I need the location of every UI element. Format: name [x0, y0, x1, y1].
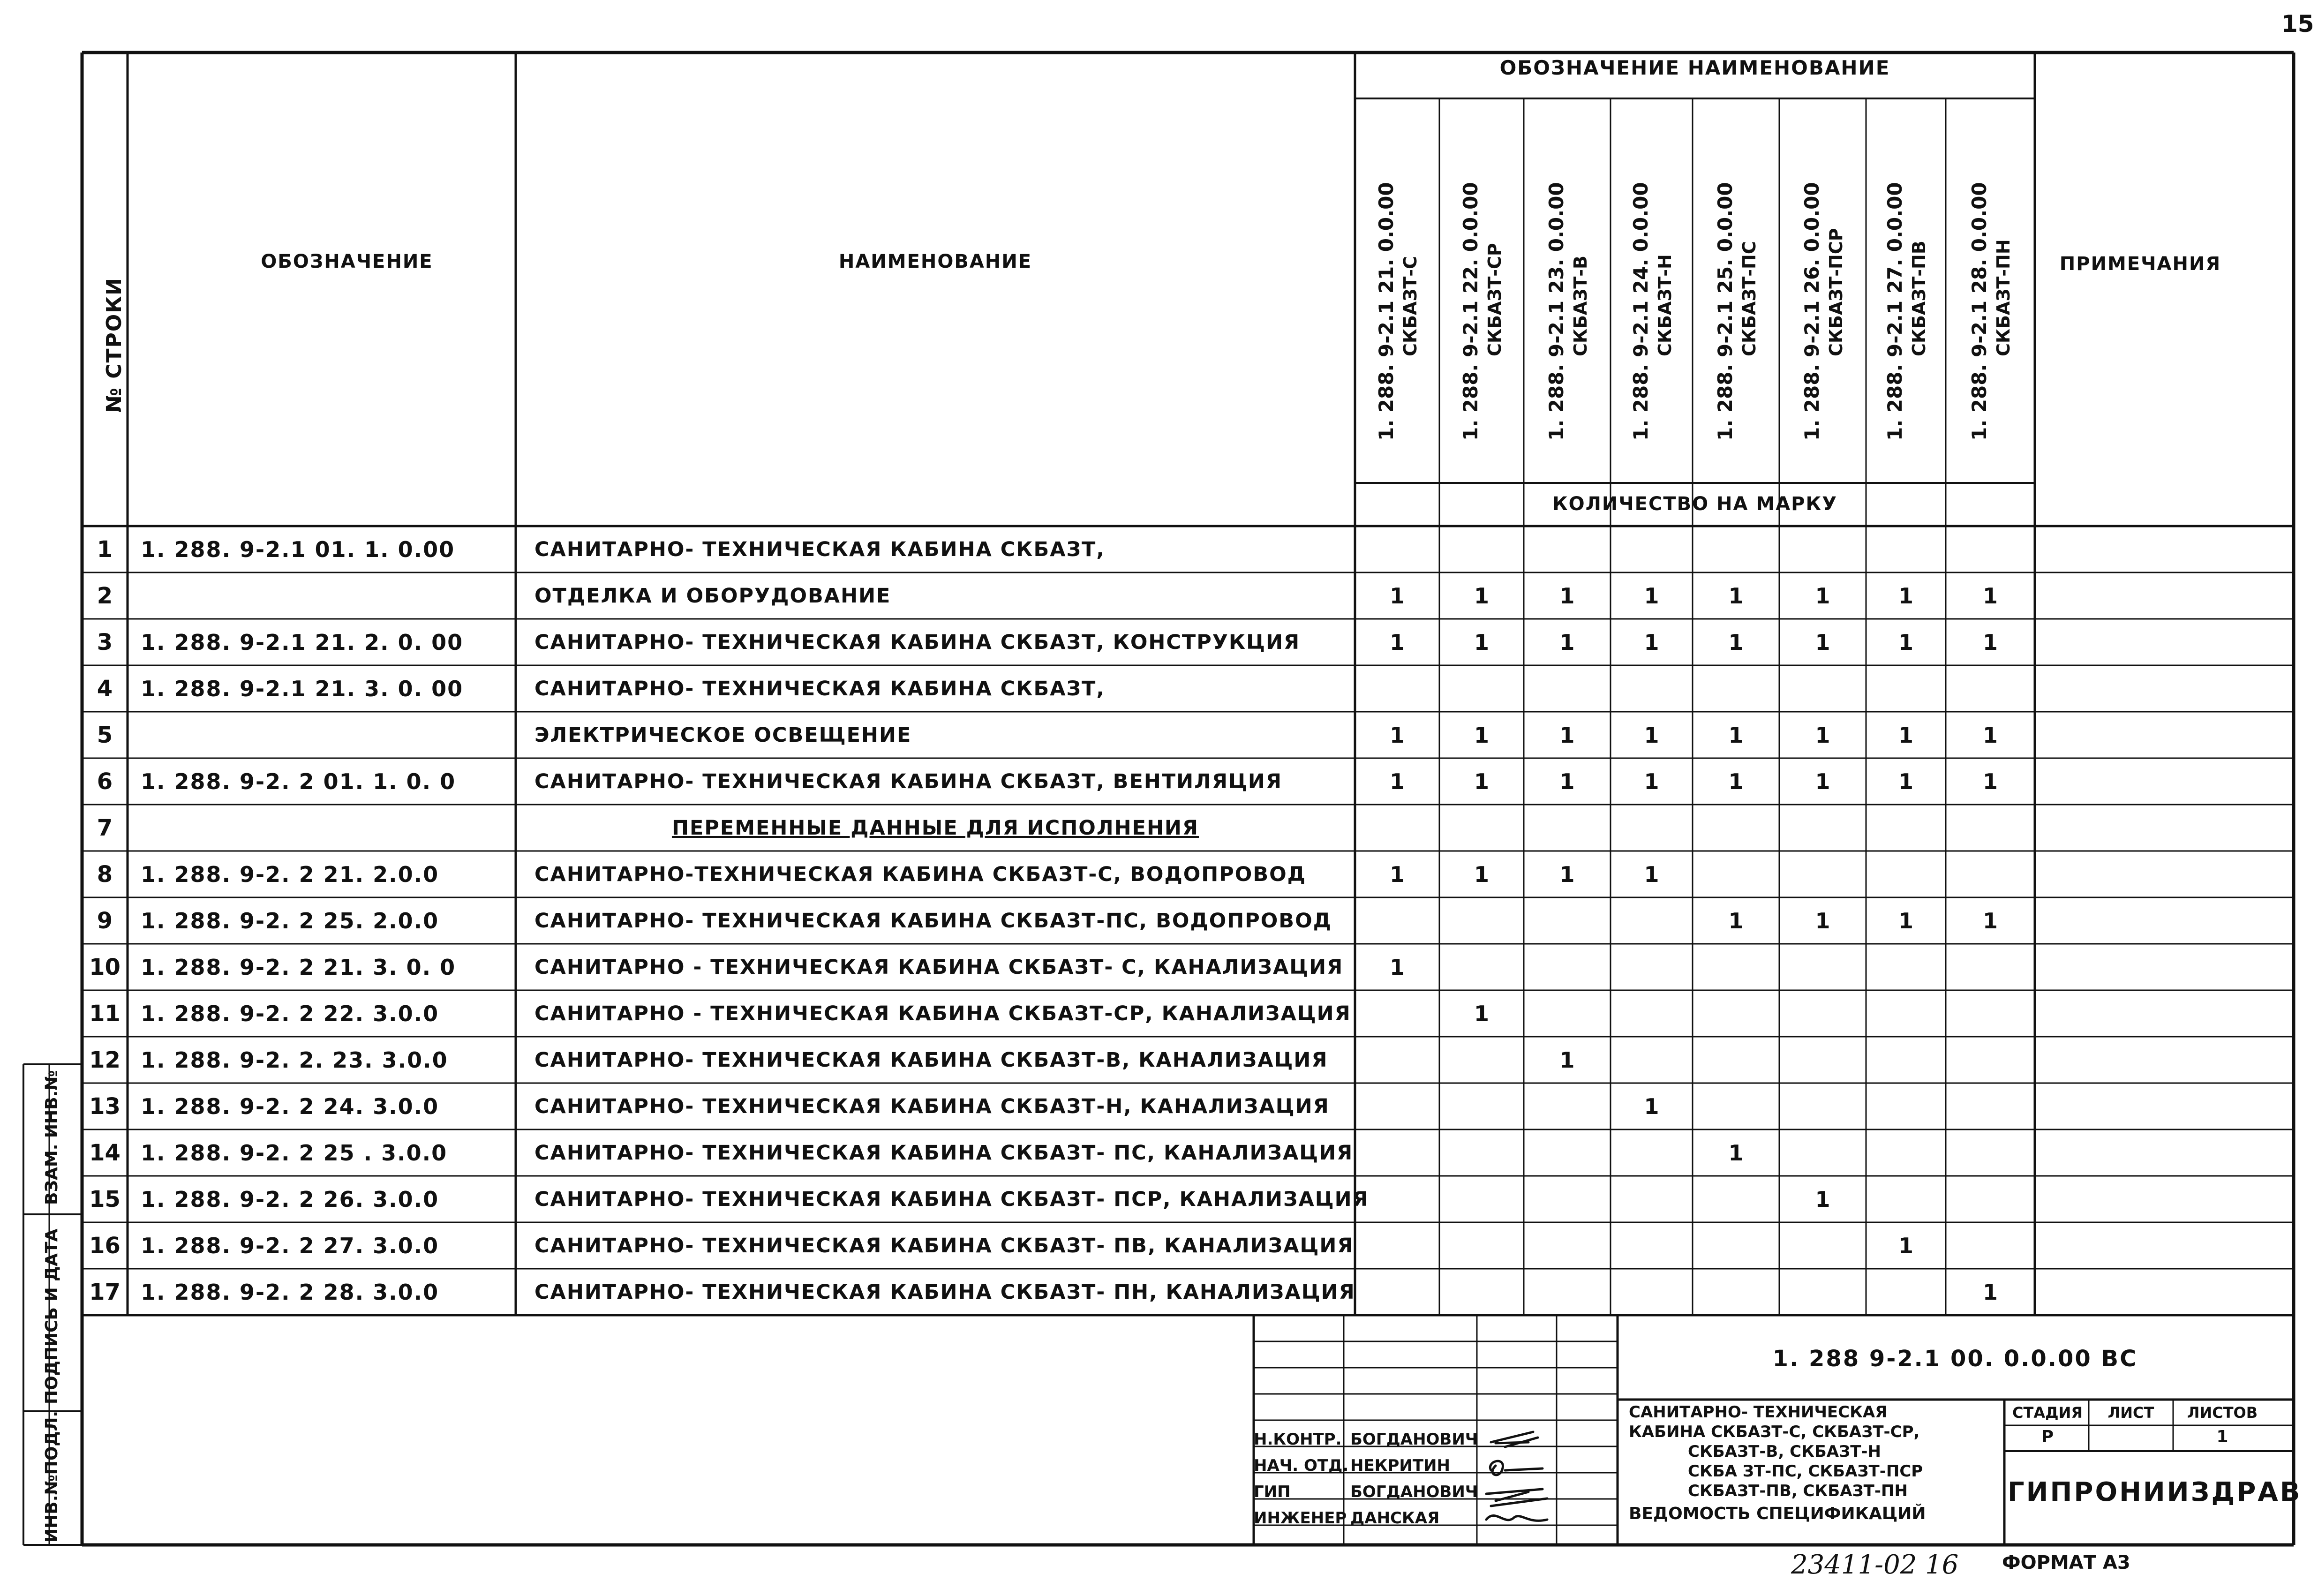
row-number: 7: [97, 814, 113, 841]
row-quantity: [1693, 665, 1779, 712]
row-quantity: 1: [1815, 768, 1830, 794]
row-quantity: [1779, 1037, 1866, 1083]
row-quantity: [1524, 1129, 1611, 1176]
row-quantity: 1: [1898, 629, 1913, 655]
row-quantity: 1: [1559, 768, 1575, 794]
row-quantity: [1439, 805, 1524, 851]
row-number: 2: [97, 582, 113, 609]
row-name: САНИТАРНО- ТЕХНИЧЕСКАЯ КАБИНА СКБАЗТ- ПН, КАНАЛИЗАЦИЯ: [534, 1280, 1355, 1304]
person-gip: БОГДАНОВИЧ: [1350, 1483, 1478, 1501]
signatures-image: [1477, 1423, 1557, 1531]
inv-orig-label: ИНВ.№ПОДЛ.: [42, 1410, 61, 1543]
row-quantity: [1355, 1176, 1439, 1222]
mark-designation: 1. 288. 9-2.1 25. 0.0.00: [1713, 182, 1737, 441]
row-quantity: [1355, 897, 1439, 944]
row-number: 17: [89, 1279, 120, 1305]
row-quantity: [1355, 1222, 1439, 1269]
row-quantity: [1355, 1037, 1439, 1083]
row-number: 4: [97, 675, 113, 702]
row-quantity: [1693, 1037, 1779, 1083]
row-quantity: [1611, 1222, 1693, 1269]
row-quantity: [1693, 1222, 1779, 1269]
row-quantity: [1693, 1083, 1779, 1129]
row-quantity: [1524, 665, 1611, 712]
row-quantity: 1: [1815, 722, 1830, 748]
row-quantity: [1779, 665, 1866, 712]
sign-date-label: ПОДПИСЬ И ДАТА: [42, 1228, 61, 1404]
row-designation: [128, 572, 516, 619]
row-number: 1: [97, 536, 113, 563]
archive-number: 23411-02 16: [1791, 1550, 1959, 1580]
row-quantity: [1355, 1129, 1439, 1176]
row-designation: 1. 288. 9-2. 2 22. 3.0.0: [141, 1001, 439, 1026]
row-quantity: 1: [1559, 629, 1575, 655]
row-quantity: 1: [1644, 1093, 1659, 1119]
row-designation: 1. 288. 9-2. 2 25. 2.0.0: [141, 908, 439, 934]
description-line-5: СКБАЗТ-ПВ, СКБАЗТ-ПН: [1688, 1482, 1908, 1500]
row-number: 14: [89, 1139, 120, 1166]
row-designation: 1. 288. 9-2.1 01. 1. 0.00: [141, 536, 455, 562]
row-quantity: [1946, 1083, 2035, 1129]
row-quantity: [1611, 944, 1693, 990]
stage-value: Р: [2041, 1427, 2054, 1446]
row-quantity: [1611, 1269, 1693, 1315]
row-quantity: 1: [1644, 629, 1659, 655]
row-designation: 1. 288. 9-2. 2 26. 3.0.0: [141, 1186, 439, 1212]
signature-nach-otd: [1490, 1461, 1543, 1475]
row-quantity: [1693, 944, 1779, 990]
row-quantity: 1: [1898, 1233, 1913, 1258]
row-number: 15: [89, 1186, 120, 1212]
row-name: САНИТАРНО- ТЕХНИЧЕСКАЯ КАБИНА СКБАЗТ- ПВ, КАНАЛИЗАЦИЯ: [534, 1234, 1354, 1257]
row-quantity: [1866, 944, 1946, 990]
row-quantity: [1946, 944, 2035, 990]
row-quantity: 1: [1389, 722, 1405, 748]
row-quantity: [1693, 805, 1779, 851]
mark-name: СКБАЗТ-ПН: [1993, 239, 2014, 356]
row-quantity: [1524, 990, 1611, 1037]
row-quantity: 1: [1728, 583, 1744, 609]
row-name: ПЕРЕМЕННЫЕ ДАННЫЕ ДЛЯ ИСПОЛНЕНИЯ: [671, 816, 1199, 840]
row-quantity: [1866, 990, 1946, 1037]
row-quantity: [1524, 526, 1611, 572]
mark-designation: 1. 288. 9-2.1 24. 0.0.00: [1629, 182, 1652, 441]
row-quantity: [1946, 1129, 2035, 1176]
row-quantity: [1946, 1176, 2035, 1222]
row-number: 16: [89, 1232, 120, 1259]
row-quantity: [1946, 1222, 2035, 1269]
row-number: 12: [89, 1046, 120, 1073]
row-quantity: [1946, 1037, 2035, 1083]
description-line-3: СКБАЗТ-В, СКБАЗТ-Н: [1688, 1442, 1881, 1461]
row-quantity: [1524, 1083, 1611, 1129]
row-quantity: 1: [1982, 722, 1998, 748]
row-name: САНИТАРНО- ТЕХНИЧЕСКАЯ КАБИНА СКБАЗТ, ВЕНТИЛЯЦИЯ: [534, 769, 1282, 793]
row-quantity: [1439, 665, 1524, 712]
row-quantity: 1: [1728, 768, 1744, 794]
signature-n-kontr: [1491, 1432, 1538, 1447]
mark-name: СКБАЗТ-ПВ: [1909, 241, 1929, 356]
row-quantity: [1611, 1176, 1693, 1222]
row-designation: 1. 288. 9-2. 2 01. 1. 0. 0: [141, 768, 456, 794]
row-quantity: [1946, 665, 2035, 712]
mark-designation: 1. 288. 9-2.1 21. 0.0.00: [1375, 182, 1398, 441]
row-quantity: [1439, 1083, 1524, 1129]
row-name: САНИТАРНО- ТЕХНИЧЕСКАЯ КАБИНА СКБАЗТ, КОНСТРУКЦИЯ: [534, 630, 1301, 654]
row-quantity: [1693, 1176, 1779, 1222]
row-quantity: [1866, 1037, 1946, 1083]
row-quantity: 1: [1982, 583, 1998, 609]
description-line-6: ВЕДОМОСТЬ СПЕЦИФИКАЦИЙ: [1629, 1504, 1926, 1523]
row-quantity: 1: [1728, 629, 1744, 655]
mark-name: СКБАЗТ-С: [1400, 256, 1421, 356]
person-engineer: ДАНСКАЯ: [1350, 1509, 1440, 1528]
row-quantity: 1: [1728, 722, 1744, 748]
row-quantity: [1779, 526, 1866, 572]
row-quantity: [1611, 665, 1693, 712]
row-quantity: [1355, 1269, 1439, 1315]
row-quantity: [1524, 805, 1611, 851]
sheet-format: ФОРМАТ А3: [2002, 1552, 2130, 1573]
row-quantity: [1439, 1222, 1524, 1269]
row-designation: 1. 288. 9-2.1 21. 2. 0. 00: [141, 629, 464, 655]
row-quantity: [1524, 1269, 1611, 1315]
row-name: САНИТАРНО - ТЕХНИЧЕСКАЯ КАБИНА СКБАЗТ-СР, КАНАЛИЗАЦИЯ: [534, 1001, 1351, 1025]
role-engineer: ИНЖЕНЕР: [1254, 1509, 1347, 1528]
row-quantity: 1: [1644, 583, 1659, 609]
row-quantity: [1866, 1269, 1946, 1315]
row-quantity: 1: [1982, 629, 1998, 655]
row-quantity: 1: [1389, 629, 1405, 655]
row-designation: 1. 288. 9-2. 2. 23. 3.0.0: [141, 1047, 448, 1073]
row-quantity: [1439, 1037, 1524, 1083]
row-name: САНИТАРНО- ТЕХНИЧЕСКАЯ КАБИНА СКБАЗТ- ПС, КАНАЛИЗАЦИЯ: [534, 1141, 1354, 1165]
row-quantity: [1611, 526, 1693, 572]
row-quantity: [1611, 1129, 1693, 1176]
row-quantity: [1866, 1176, 1946, 1222]
row-name: САНИТАРНО- ТЕХНИЧЕСКАЯ КАБИНА СКБАЗТ-Н, КАНАЛИЗАЦИЯ: [534, 1094, 1330, 1118]
row-quantity: [1693, 526, 1779, 572]
row-designation: 1. 288. 9-2. 2 27. 3.0.0: [141, 1233, 439, 1258]
row-quantity: 1: [1898, 908, 1913, 934]
mark-designation: 1. 288. 9-2.1 27. 0.0.00: [1883, 182, 1906, 441]
row-quantity: 1: [1474, 722, 1489, 748]
row-name: САНИТАРНО - ТЕХНИЧЕСКАЯ КАБИНА СКБАЗТ- С, КАНАЛИЗАЦИЯ: [534, 955, 1344, 979]
row-quantity: [1355, 1083, 1439, 1129]
description-line-2: КАБИНА СКБАЗТ-С, СКБАЗТ-СР,: [1629, 1423, 1920, 1441]
quantity-per-mark-header: КОЛИЧЕСТВО НА МАРКУ: [1552, 493, 1838, 515]
row-quantity: 1: [1982, 908, 1998, 934]
row-quantity: 1: [1474, 583, 1489, 609]
person-n-kontr: БОГДАНОВИЧ: [1350, 1430, 1478, 1449]
organization-name: ГИПРОНИИЗДРАВ: [2008, 1477, 2302, 1507]
row-quantity: [1611, 805, 1693, 851]
mark-designation: 1. 288. 9-2.1 22. 0.0.00: [1459, 182, 1482, 441]
row-quantity: [1866, 1083, 1946, 1129]
row-quantity: [1439, 1269, 1524, 1315]
row-quantity: [1946, 851, 2035, 897]
mark-name: СКБАЗТ-ПСР: [1825, 228, 1846, 356]
row-quantity: [1355, 665, 1439, 712]
row-quantity: [1693, 851, 1779, 897]
row-designation: 1. 288. 9-2. 2 28. 3.0.0: [141, 1279, 439, 1305]
row-quantity: 1: [1559, 722, 1575, 748]
sheets-label: ЛИСТОВ: [2187, 1404, 2258, 1422]
row-quantity: [1693, 990, 1779, 1037]
row-quantity: 1: [1728, 1140, 1744, 1166]
row-quantity: 1: [1644, 861, 1659, 887]
row-number: 11: [89, 1000, 120, 1027]
row-number: 9: [97, 907, 113, 934]
row-quantity: [1866, 526, 1946, 572]
row-quantity: [1779, 944, 1866, 990]
row-quantity: 1: [1559, 583, 1575, 609]
person-nach-otd: НЕКРИТИН: [1350, 1456, 1450, 1475]
role-n-kontr: Н.КОНТР.: [1254, 1430, 1342, 1449]
row-quantity: 1: [1815, 1186, 1830, 1212]
row-quantity: [1866, 665, 1946, 712]
mark-designation: 1. 288. 9-2.1 26. 0.0.00: [1800, 182, 1823, 441]
row-designation: 1. 288. 9-2. 2 25 . 3.0.0: [141, 1140, 448, 1166]
row-quantity: [1439, 1129, 1524, 1176]
row-quantity: 1: [1474, 861, 1489, 887]
row-quantity: 1: [1815, 908, 1830, 934]
row-quantity: [1946, 990, 2035, 1037]
row-quantity: 1: [1474, 768, 1489, 794]
signature-gip: [1486, 1489, 1547, 1506]
name-header: НАИМЕНОВАНИЕ: [838, 251, 1032, 272]
row-quantity: [1779, 1269, 1866, 1315]
description-line-4: СКБА ЗТ-ПС, СКБАЗТ-ПСР: [1688, 1462, 1923, 1481]
description-line-1: САНИТАРНО- ТЕХНИЧЕСКАЯ: [1629, 1403, 1888, 1422]
designation-header: ОБОЗНАЧЕНИЕ: [261, 251, 433, 272]
sheets-value: 1: [2216, 1427, 2228, 1446]
row-quantity: 1: [1559, 1047, 1575, 1073]
mark-name: СКБАЗТ-ПС: [1738, 241, 1760, 356]
row-quantity: 1: [1474, 1001, 1489, 1026]
replace-inv-label: ВЗАМ. ИНВ.№: [42, 1070, 61, 1205]
row-quantity: [1439, 944, 1524, 990]
row-number: 10: [89, 954, 120, 980]
row-name: САНИТАРНО- ТЕХНИЧЕСКАЯ КАБИНА СКБАЗТ,: [534, 537, 1105, 561]
row-quantity: 1: [1898, 583, 1913, 609]
row-quantity: 1: [1644, 722, 1659, 748]
row-quantity: [1355, 990, 1439, 1037]
document-code: 1. 288 9-2.1 00. 0.0.00 ВС: [1772, 1346, 2138, 1372]
row-designation: 1. 288. 9-2.1 21. 3. 0. 00: [141, 676, 464, 701]
row-quantity: [1524, 897, 1611, 944]
row-quantity: [1524, 944, 1611, 990]
row-number: 3: [97, 629, 113, 655]
row-quantity: [1779, 1222, 1866, 1269]
row-quantity: 1: [1389, 861, 1405, 887]
sheet-label: ЛИСТ: [2107, 1404, 2154, 1422]
mark-designation: 1. 288. 9-2.1 28. 0.0.00: [1968, 182, 1991, 441]
row-quantity: [1866, 1129, 1946, 1176]
signature-engineer: [1486, 1515, 1547, 1521]
row-quantity: 1: [1982, 768, 1998, 794]
row-quantity: [1524, 1176, 1611, 1222]
row-quantity: [1866, 851, 1946, 897]
row-designation: 1. 288. 9-2. 2 21. 3. 0. 0: [141, 954, 456, 980]
row-quantity: 1: [1898, 768, 1913, 794]
mark-designation: 1. 288. 9-2.1 23. 0.0.00: [1544, 182, 1568, 441]
row-quantity: [1946, 526, 2035, 572]
row-number: 5: [97, 722, 113, 748]
row-designation: 1. 288. 9-2. 2 24. 3.0.0: [141, 1093, 439, 1119]
row-quantity: [1439, 897, 1524, 944]
row-quantity: 1: [1644, 768, 1659, 794]
row-quantity: [1611, 1037, 1693, 1083]
row-name: САНИТАРНО-ТЕХНИЧЕСКАЯ КАБИНА СКБАЗТ-С, ВОДОПРОВОД: [534, 862, 1306, 886]
notes-header: ПРИМЕЧАНИЯ: [2059, 253, 2221, 275]
page-number: 15: [2281, 10, 2314, 38]
row-name: САНИТАРНО- ТЕХНИЧЕСКАЯ КАБИНА СКБАЗТ-В, КАНАЛИЗАЦИЯ: [534, 1048, 1328, 1072]
row-quantity: [1779, 1129, 1866, 1176]
row-number: 13: [89, 1093, 120, 1120]
row-quantity: [1355, 805, 1439, 851]
row-quantity: [1693, 1269, 1779, 1315]
row-quantity: [1946, 805, 2035, 851]
row-designation: [128, 712, 516, 758]
role-gip: ГИП: [1254, 1483, 1291, 1501]
row-designation: [128, 805, 516, 851]
row-quantity: 1: [1389, 768, 1405, 794]
mark-name: СКБАЗТ-В: [1570, 256, 1591, 356]
row-quantity: 1: [1389, 954, 1405, 980]
row-quantity: [1779, 805, 1866, 851]
row-quantity: 1: [1982, 1279, 1998, 1305]
row-quantity: 1: [1815, 583, 1830, 609]
role-nach-otd: НАЧ. ОТД.: [1254, 1456, 1349, 1475]
marks-group-header: ОБОЗНАЧЕНИЕ НАИМЕНОВАНИЕ: [1499, 56, 1890, 79]
row-quantity: [1866, 805, 1946, 851]
row-number: 6: [97, 768, 113, 795]
row-name: ОТДЕЛКА И ОБОРУДОВАНИЕ: [534, 584, 891, 608]
stage-label: СТАДИЯ: [2012, 1404, 2083, 1422]
row-quantity: [1779, 1083, 1866, 1129]
row-quantity: 1: [1728, 908, 1744, 934]
row-quantity: 1: [1815, 629, 1830, 655]
row-number-header: № СТРОКИ: [102, 277, 126, 413]
row-quantity: [1611, 990, 1693, 1037]
row-quantity: [1611, 897, 1693, 944]
row-quantity: 1: [1559, 861, 1575, 887]
row-quantity: [1439, 526, 1524, 572]
row-quantity: [1439, 1176, 1524, 1222]
row-name: ЭЛЕКТРИЧЕСКОЕ ОСВЕЩЕНИЕ: [534, 723, 912, 747]
row-designation: 1. 288. 9-2. 2 21. 2.0.0: [141, 861, 439, 887]
row-number: 8: [97, 861, 113, 888]
row-quantity: [1524, 1222, 1611, 1269]
row-quantity: 1: [1389, 583, 1405, 609]
row-quantity: [1779, 851, 1866, 897]
mark-name: СКБАЗТ-СР: [1484, 243, 1505, 356]
row-quantity: [1779, 990, 1866, 1037]
row-quantity: 1: [1474, 629, 1489, 655]
row-quantity: [1355, 526, 1439, 572]
row-name: САНИТАРНО- ТЕХНИЧЕСКАЯ КАБИНА СКБАЗТ-ПС, ВОДОПРОВОД: [534, 909, 1332, 933]
row-name: САНИТАРНО- ТЕХНИЧЕСКАЯ КАБИНА СКБАЗТ,: [534, 677, 1105, 700]
mark-name: СКБАЗТ-Н: [1654, 254, 1675, 356]
row-name: САНИТАРНО- ТЕХНИЧЕСКАЯ КАБИНА СКБАЗТ- ПСР, КАНАЛИЗАЦИЯ: [534, 1187, 1369, 1211]
row-quantity: 1: [1898, 722, 1913, 748]
